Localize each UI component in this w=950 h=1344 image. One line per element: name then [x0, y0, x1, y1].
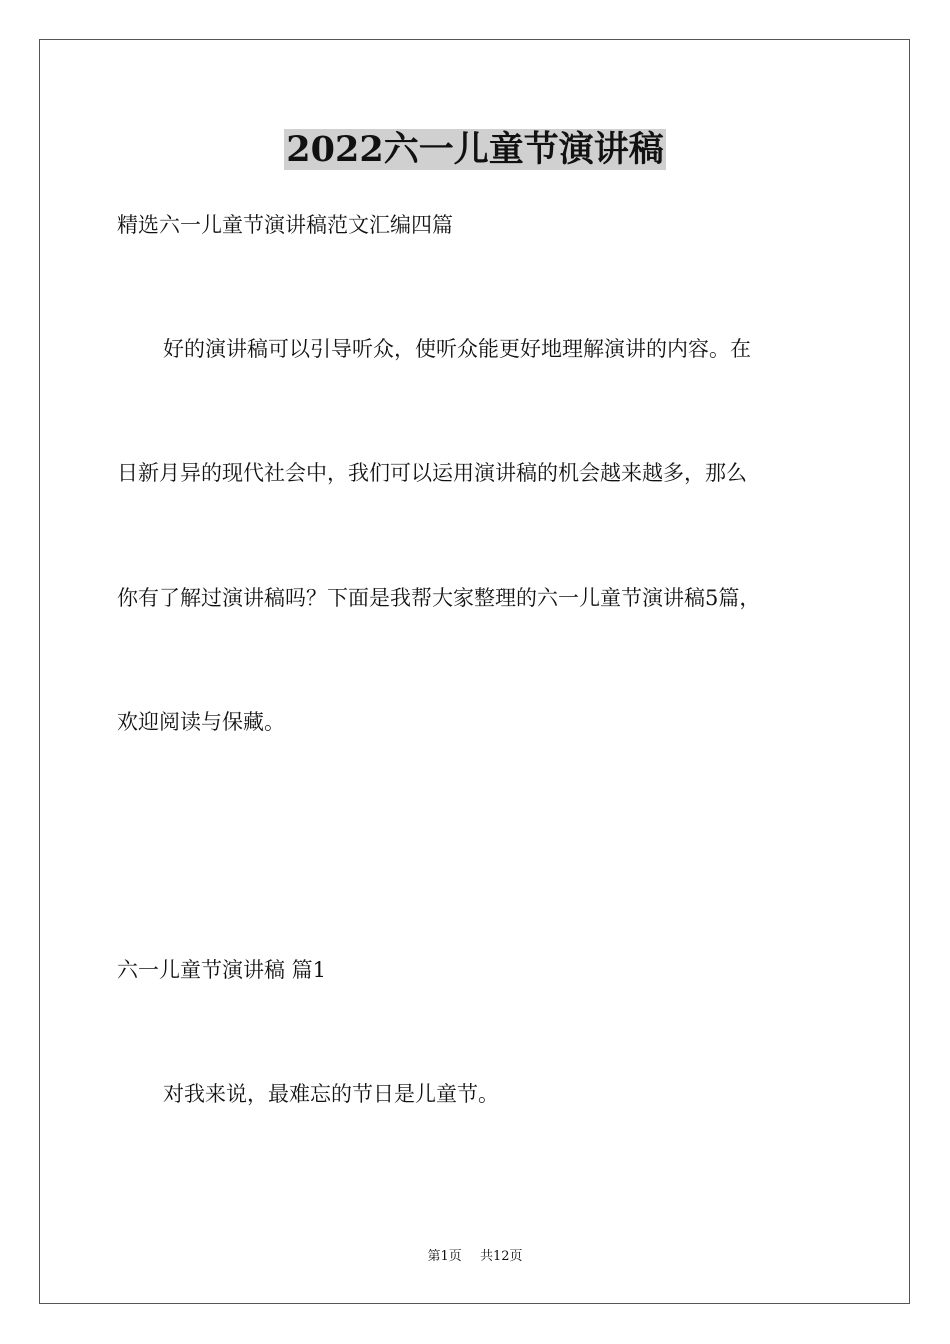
intro-line-3: 你有了解过演讲稿吗？下面是我帮大家整理的六一儿童节演讲稿5篇， [117, 586, 761, 610]
page-number: 第1页 [427, 1249, 462, 1264]
document-subtitle: 精选六一儿童节演讲稿范文汇编四篇 [117, 213, 453, 237]
intro-line-1: 好的演讲稿可以引导听众，使听众能更好地理解演讲的内容。在 [163, 337, 751, 361]
page-total: 共12页 [479, 1249, 523, 1264]
section-first-line: 对我来说，最难忘的节日是儿童节。 [163, 1082, 499, 1106]
intro-line-4: 欢迎阅读与保藏。 [117, 710, 285, 734]
document-title-text: 2022六一儿童节演讲稿 [286, 129, 664, 170]
section-heading: 六一儿童节演讲稿 篇1 [117, 958, 327, 982]
intro-line-2: 日新月异的现代社会中，我们可以运用演讲稿的机会越来越多，那么 [117, 461, 747, 485]
document-title [0, 128, 950, 172]
page-footer [0, 1248, 950, 1266]
